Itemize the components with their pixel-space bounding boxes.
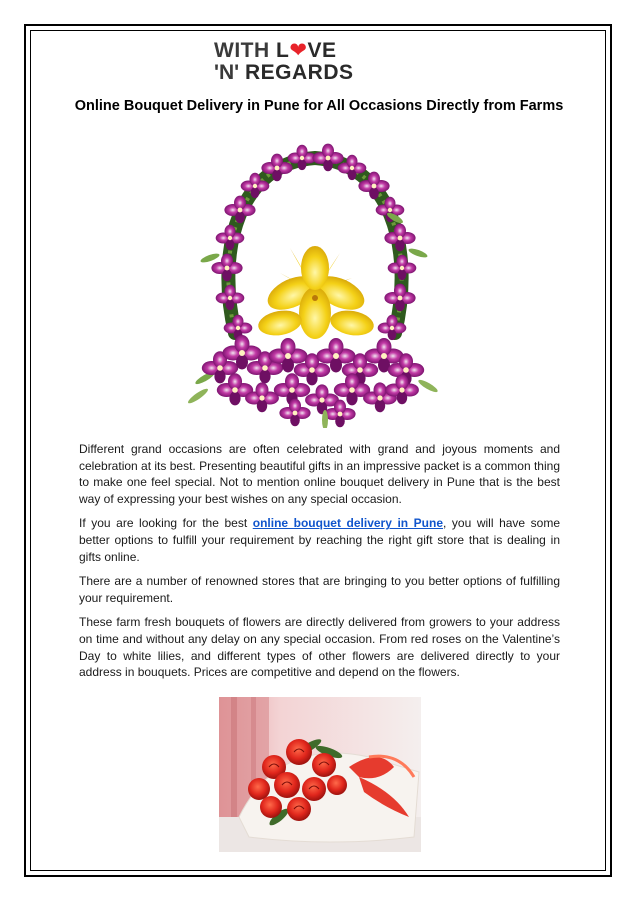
logo-n: 'N' <box>214 61 240 84</box>
page-title: Online Bouquet Delivery in Pune for All Occasions Directly from Farms <box>74 98 564 114</box>
rose-bouquet-image <box>219 697 421 852</box>
paragraph-2 <box>79 515 560 565</box>
heart-icon: ❤ <box>289 39 308 62</box>
brand-logo <box>210 40 420 84</box>
paragraph-3: There are a number of renowned stores that are bringing to you better options of fulfilling your requirement. <box>79 574 560 605</box>
paragraph-2-start: If you are looking for the best <box>79 516 253 531</box>
logo-love-l: L <box>276 39 290 62</box>
logo-line-1 <box>214 40 336 62</box>
logo-love <box>276 39 336 62</box>
article-body <box>79 441 560 689</box>
bouquet-delivery-link[interactable]: online bouquet delivery in Pune <box>252 516 444 531</box>
logo-love-end: VE <box>307 39 337 62</box>
paragraph-2-end: , you will have some better options to fulfill your requirement by reaching the right gift store that is dealing in gifts online. <box>79 516 561 564</box>
logo-line-2 <box>214 62 354 84</box>
paragraph-4: These farm fresh bouquets of flowers are directly delivered from growers to your address on time and without any delay on any special occasion. From red roses on the Valentine’s Day to white lilies, and different types of other flowers are delivered directly to your address in bouquets. Prices are competitive and depend on the flowers. <box>79 615 560 680</box>
paragraph-1: Different grand occasions are often celebrated with grand and joyous moments and celebration at its best. Presenting beautiful gifts in an impressive packet is a common thing to make one feel special. Not to mention online bouquet delivery in Pune that is the best way of expressing your best wishes on any special occasion. <box>79 442 560 506</box>
logo-regards: REGARDS <box>245 61 354 84</box>
logo-with: WITH <box>214 39 270 62</box>
orchid-basket-image <box>180 128 450 428</box>
